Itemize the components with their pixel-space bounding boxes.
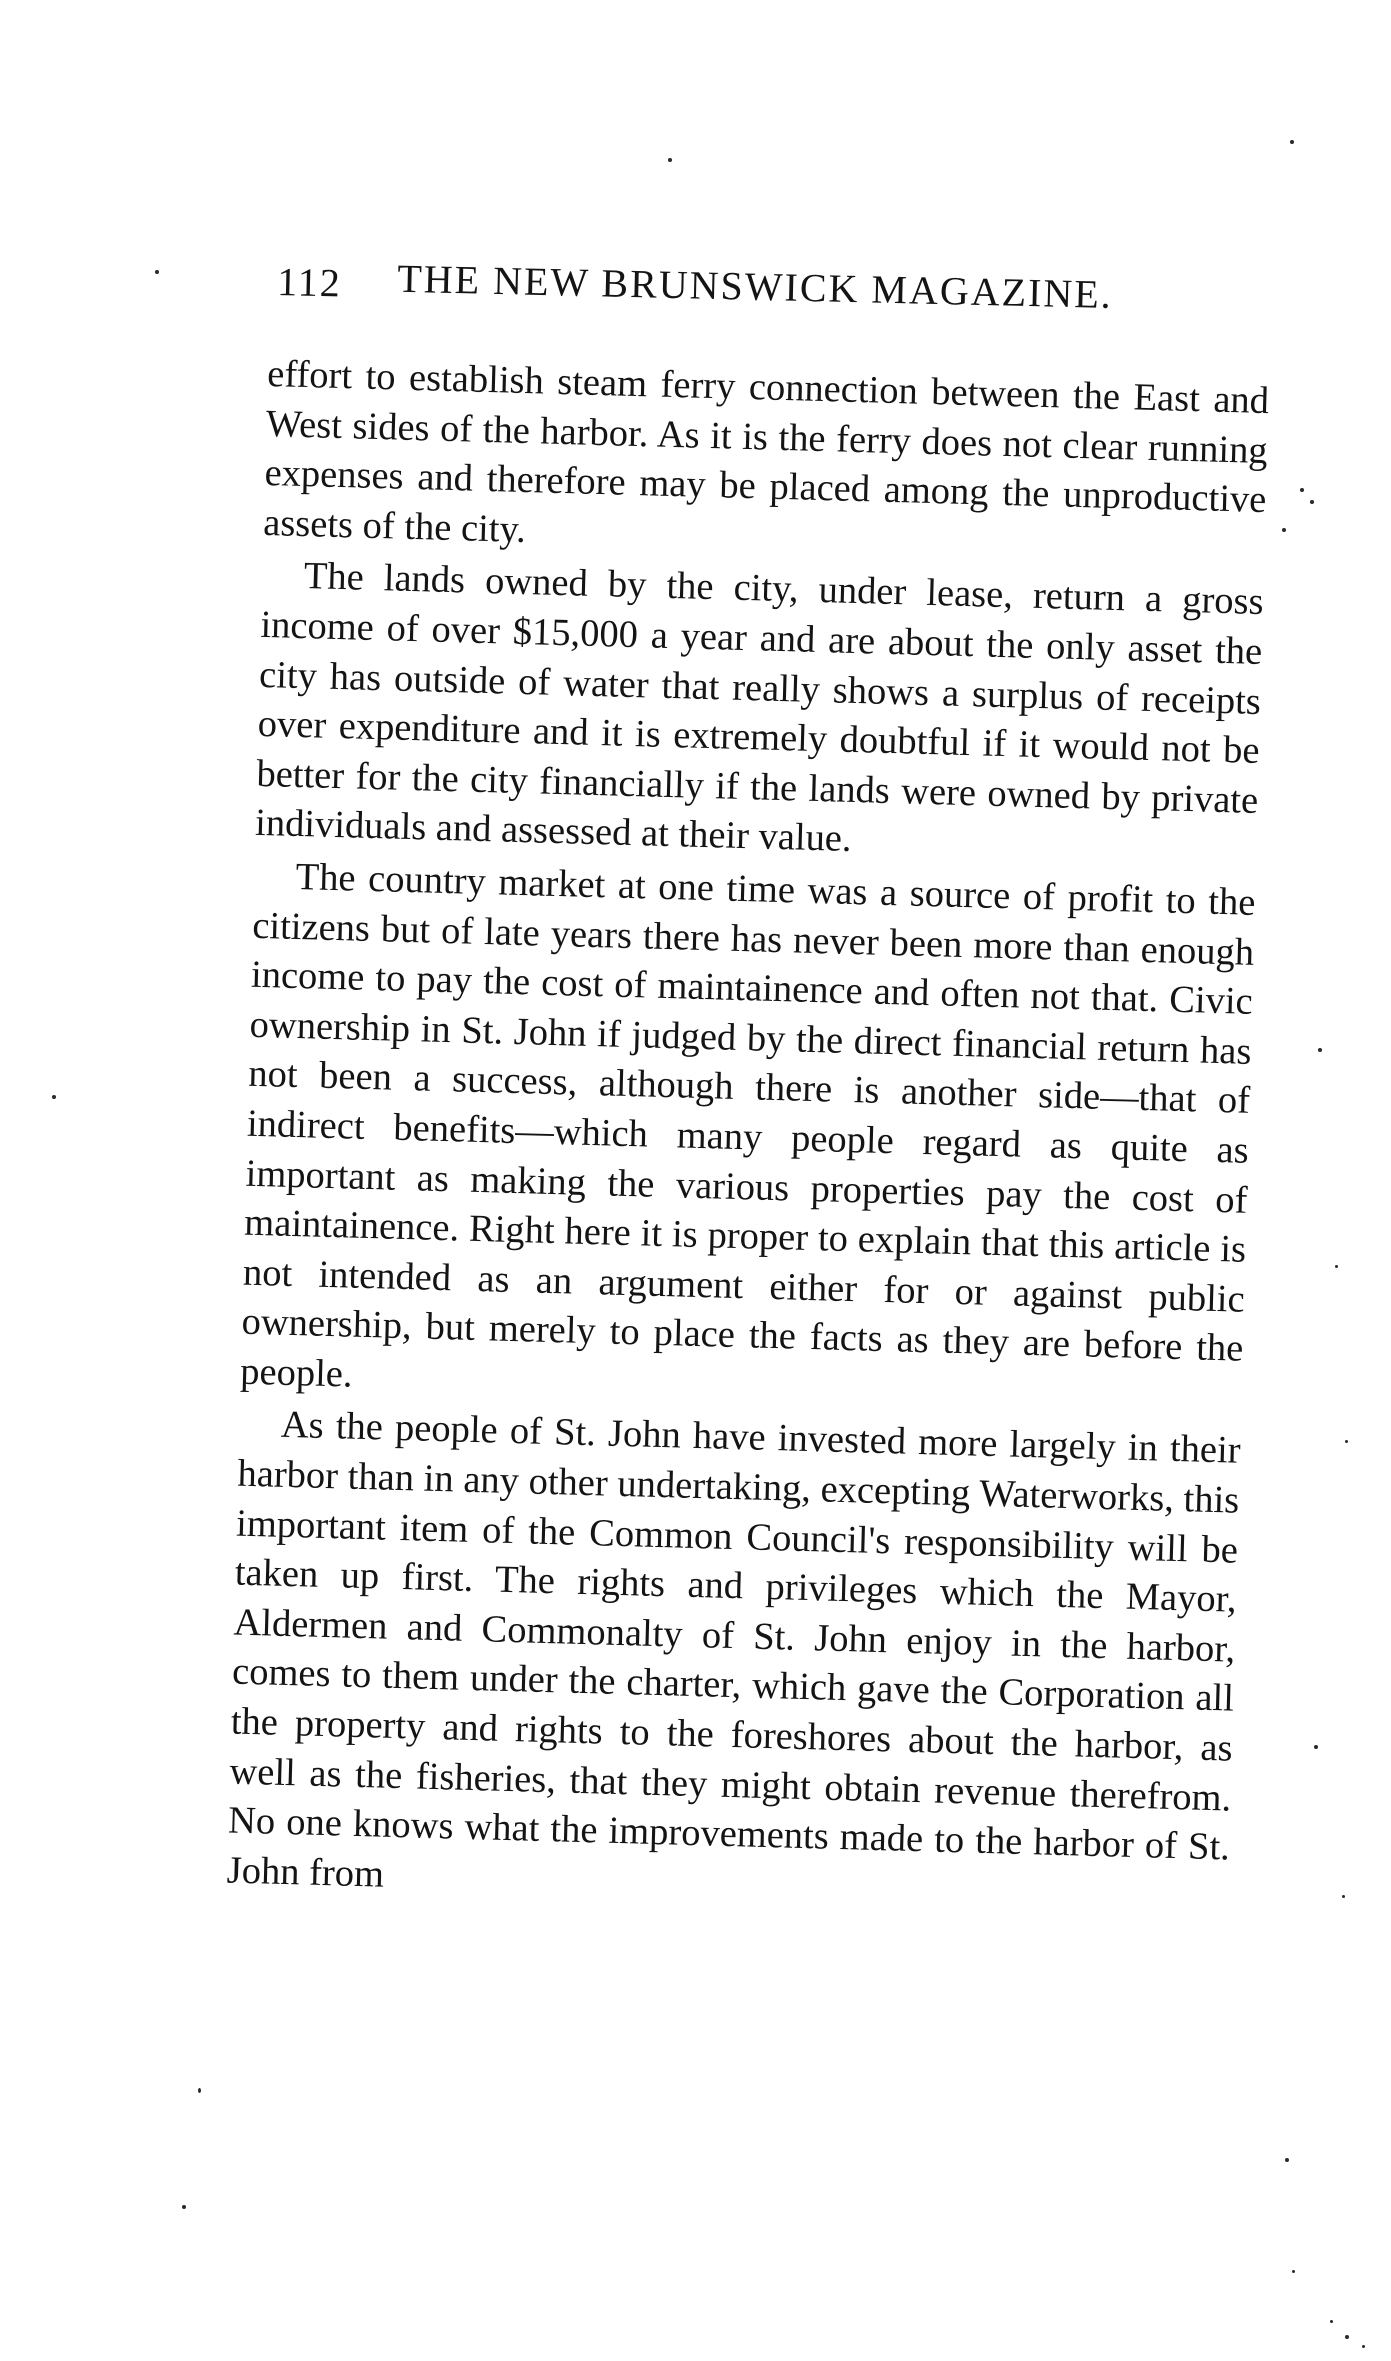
paragraph-country-market: The country market at one time was a source of profit to the citizens but of late years there has never been more than enough income to pay the cost of maintainence and often not that. Civic ownership in St. John if judged by the direct financial return has not been a success, although there is another side—that of indirect benefits—which many people regard as quite as important as making the various properties pay the cost of maintainence. Right here it is proper to explain that this article is not intended as an argument either for or against public ownership, but merely to place the facts as they are before the people. [239,855,1256,1396]
scan-speck [198,2088,201,2093]
paragraph-ferry: effort to establish steam ferry connection between the East and West sides of the harbor. As it is the ferry does not clear running expenses and therefore may be placed among the unproductive assets of the city. [262,352,1270,551]
scan-speck [182,2205,186,2209]
scan-speck [1330,2320,1333,2323]
scan-speck [1314,1745,1318,1749]
scan-speck [1282,528,1286,532]
running-title: THE NEW BRUNSWICK MAGAZINE. [396,255,1114,317]
article-body [226,350,1269,1923]
page-number: 112 [276,258,343,306]
scan-speck [1342,1895,1345,1898]
scan-speck [668,158,672,162]
paragraph-harbor: As the people of St. John have invested more largely in their harbor than in any other undertaking, excepting Waterworks, this important item of the Common Council's responsibility will be taken up first. The rights and privileges which the Mayor, Aldermen and Commonalty of St. John enjoy in the harbor, comes to them under the charter, which gave the Corporation all the property and rights to the foreshores about the harbor, as well as the fisheries, that they might obtain revenue therefrom. No one knows what the improvements made to the harbor of St. John from [226,1404,1242,1896]
scan-speck [155,270,159,274]
scan-speck [52,1095,56,1099]
scan-speck [1310,500,1314,504]
page-header [277,252,1208,333]
scan-speck [1285,2158,1289,2162]
paragraph-city-lands: The lands owned by the city, under lease, return a gross income of over $15,000 a year and are about the only asset the city has outside of water that really shows a surplus of receipts over expenditure and it is extremely doubtful if it would not be better for the city financially if the lands were owned by private individuals and assessed at their value. [254,555,1265,861]
scan-speck [1290,140,1294,144]
scan-speck [1345,2335,1349,2339]
scan-speck [1335,1265,1338,1268]
scan-speck [1300,488,1304,492]
scan-speck [1318,1048,1322,1052]
scan-speck [1362,2345,1365,2348]
scan-speck [1345,1440,1348,1443]
scan-speck [1292,2270,1295,2273]
